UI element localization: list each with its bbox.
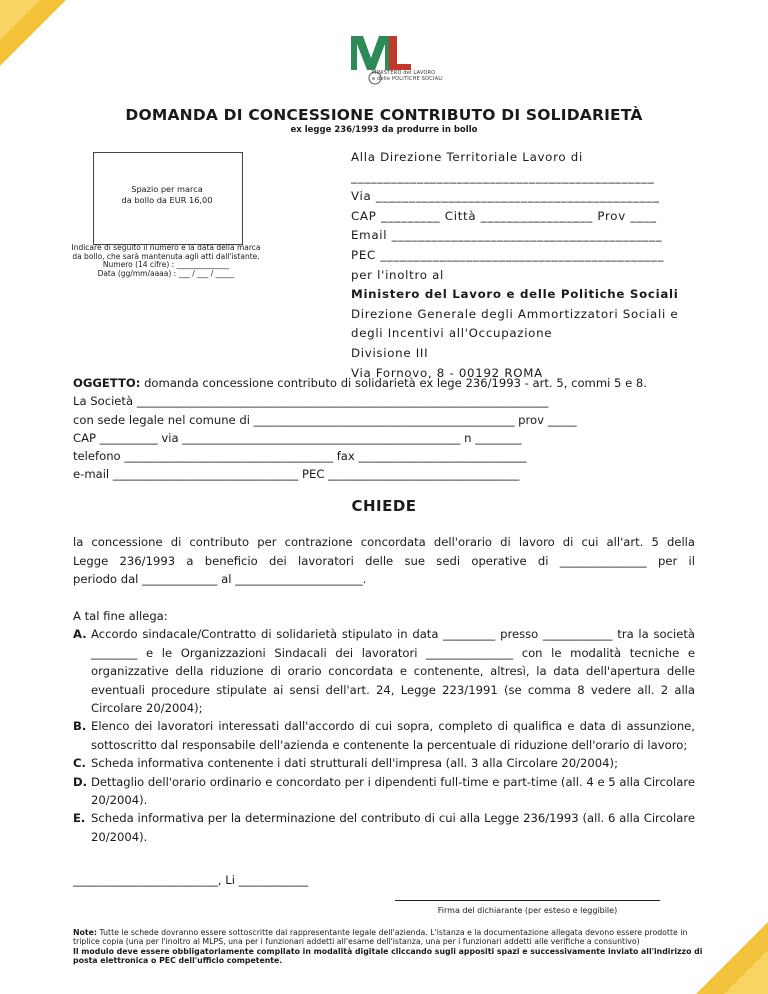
address-line-divisione: Divisione III <box>351 345 429 360</box>
request-period-field[interactable]: periodo dal _____________ al ______________________. <box>73 572 367 586</box>
signature-label: Firma del dichiarante (per esteso e leggibile) <box>437 906 618 915</box>
sede-legale-field[interactable]: con sede legale nel comune di _____________________________________________ prov _____ <box>73 412 577 427</box>
stamp-note: Indicare di seguito il numero e la data della marca da bollo, che sarà mantenuta agli atti dall'istante. Numero (14 cifre) : ______________ Data (gg/mm/aaaa) : ___ / ___ / _____ <box>55 244 277 278</box>
email-pec-field[interactable]: e-mail ________________________________ PEC _________________________________ <box>73 467 520 482</box>
telefono-fax-field[interactable]: telefono ____________________________________ fax _____________________________ <box>73 449 527 464</box>
attachment-item-d: D. Dettaglio dell'orario ordinario e concordato per i dipendenti full-time e part-time (all. 4 e 5 alla Circolare 20/2004). <box>73 774 695 808</box>
address-line-incentivi: degli Incentivi all'Occupazione <box>351 326 553 341</box>
request-line-1: la concessione di contributo per contrazione concordata dell'orario di lavoro di cui all'art. 5 della <box>73 535 695 549</box>
attachment-item-a[interactable]: A. Accordo sindacale/Contratto di solidarietà stipulato in data _________ presso ____________ tra la società ________ e le Organizzazioni Sindacali dei lavoratori _______________ con le modalità tecniche e organizzative della riduzione di orario concordata e contenente, altresì, la data dell'apertura delle eventuali procedure stipulate ai sensi dell'art. 24, Legge 223/1991 (se comma 8 vedere all. 2 alla Circolare 20/2004); <box>73 627 695 716</box>
oggetto-label: OGGETTO: <box>73 376 141 390</box>
logo-text: MINISTERO del LAVORO e delle POLITICHE SOCIALI <box>372 70 443 82</box>
attachments-section <box>73 607 695 846</box>
email-field[interactable]: Email _________________________________________ <box>351 228 663 243</box>
attachment-item-e: E. Scheda informativa per la determinazione del contributo di cui alla Legge 236/1993 (all. 6 alla Circolare 20/2004). <box>73 811 695 844</box>
attachment-item-c: C. Scheda informativa contenente i dati strutturali dell'impresa (all. 3 alla Circolare 20/2004); <box>73 756 618 771</box>
corner-decoration-top-left-inner <box>0 0 40 40</box>
ministry-logo <box>345 30 425 92</box>
societa-field[interactable]: La Società _______________________________________________________________________ <box>73 394 549 409</box>
attachment-item-b: B. Elenco dei lavoratori interessati dall'accordo di cui sopra, completo di qualifica e data di assunzione, sottoscritto dal responsabile dell'azienda e contenente la percentuale di riduzione dell'orario di lavoro; <box>73 719 695 752</box>
pec-field[interactable]: PEC ___________________________________________ <box>351 247 665 262</box>
stamp-box-label: Spazio per marca da bollo da EUR 16,00 <box>121 184 213 205</box>
notes-label: Note: <box>73 928 98 937</box>
direzione-field[interactable]: ______________________________________________ <box>351 169 655 184</box>
address-block <box>351 148 696 383</box>
notes-section <box>73 928 703 966</box>
oggetto-line: OGGETTO: domanda concessione contributo di solidarietà ex lege 236/1993 - art. 5, commi 5 e 8. <box>73 376 647 390</box>
chiede-heading: CHIEDE <box>351 497 417 515</box>
request-paragraph <box>73 533 695 589</box>
cap-citta-prov-field[interactable]: CAP _________ Città _________________ Prov ____ <box>351 208 657 223</box>
corner-decoration-bottom-right-inner <box>724 950 768 994</box>
oggetto-section <box>73 374 697 484</box>
address-line-direzione-generale: Direzione Generale degli Ammortizzatori Sociali e <box>351 306 679 321</box>
address-line-ministero: Ministero del Lavoro e delle Politiche Sociali <box>351 287 679 302</box>
signature-line[interactable] <box>395 900 660 901</box>
address-line-inoltro: per l'inoltro al <box>351 267 445 282</box>
document-subtitle: ex legge 236/1993 da produrre in bollo <box>290 125 478 135</box>
document-title: DOMANDA DI CONCESSIONE CONTRIBUTO DI SOLIDARIETÀ <box>125 106 643 124</box>
address-line-direzione: Alla Direzione Territoriale Lavoro di <box>351 150 583 164</box>
notes-text: Note: Tutte le schede dovranno essere sottoscritte dal rappresentante legale dell'azienda. L'istanza e la documentazione allegata devono essere prodotte in triplice copia (una per l'inoltro al MLPS, una per i funzionari addetti all'esame dell'istanza, una per i funzionari addetti alle verifiche a consuntivo) <box>73 928 688 947</box>
notes-mandatory: Il modulo deve essere obbligatoriamente compilato in modalità digitale cliccando sugli appositi spazi e successivamente inviato all'indirizzo di posta elettronica o PEC dell'ufficio competente. <box>73 946 703 966</box>
stamp-date-field[interactable]: Data (gg/mm/aaaa) : ___ / ___ / _____ <box>97 268 235 278</box>
address-line-via-fornovo: Via Fornovo, 8 - 00192 ROMA <box>351 365 543 380</box>
stamp-number-field[interactable]: Numero (14 cifre) : ______________ <box>102 260 230 270</box>
via-field[interactable]: Via ___________________________________________ <box>351 189 660 204</box>
place-date-field[interactable]: _________________________, Li ____________ <box>73 873 309 887</box>
attachments-intro: A tal fine allega: <box>73 609 168 623</box>
cap-via-field[interactable]: CAP __________ via ________________________________________________ n ________ <box>73 430 522 445</box>
request-line-2[interactable]: Legge 236/1993 a beneficio dei lavoratori delle sue sedi operative di _______________ per il <box>73 553 695 568</box>
